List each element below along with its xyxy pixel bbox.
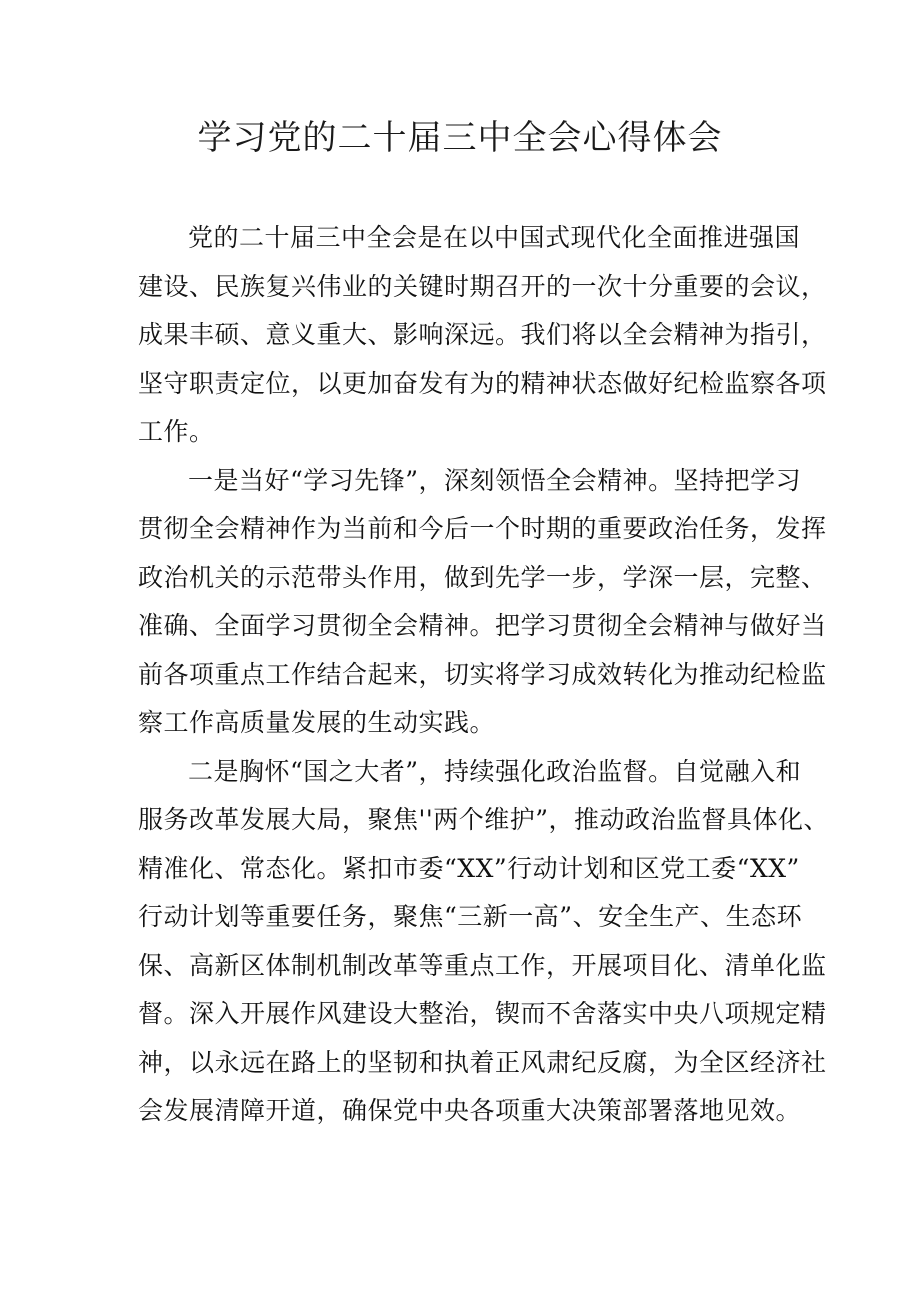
paragraph-1-line-5: 工作。 bbox=[138, 417, 215, 446]
paragraph-3-line-5: 保、高新区体制机制改革等重点工作，开展项目化、清单化监 bbox=[138, 950, 827, 980]
paragraph-2-line-3: 政治机关的示范带头作用，做到先学一步，学深一层，完整、 bbox=[138, 562, 827, 592]
paragraph-2-line-6: 察工作高质量发展的生动实践。 bbox=[138, 708, 496, 737]
paragraph-1-line-2: 建设、民族复兴伟业的关键时期召开的一次十分重要的会议， bbox=[138, 271, 827, 301]
paragraph-3-line-7: 神，以永远在路上的坚韧和执着正风肃纪反腐，为全区经济社 bbox=[138, 1047, 827, 1077]
paragraph-3-line-8: 会发展清障开道，确保党中央各项重大决策部署落地见效。 bbox=[138, 1096, 802, 1125]
document-title: 学习党的二十届三中全会心得体会 bbox=[197, 118, 723, 158]
paragraph-1-line-3: 成果丰硕、意义重大、影响深远。我们将以全会精神为指引， bbox=[138, 320, 827, 349]
paragraph-2-line-4: 准确、全面学习贯彻全会精神。把学习贯彻全会精神与做好当 bbox=[138, 611, 827, 640]
paragraph-3-line-6: 督。深入开展作风建设大整治，锲而不舍落实中央八项规定精 bbox=[138, 999, 827, 1028]
paragraph-1-line-1: 党的二十届三中全会是在以中国式现代化全面推进强国 bbox=[188, 223, 801, 252]
paragraph-2-line-1: 一是当好“学习先锋”，深刻领悟全会精神。坚持把学习 bbox=[188, 465, 802, 495]
paragraph-3-line-1: 二是胸怀“国之大者”，持续强化政治监督。自觉融入和 bbox=[188, 756, 802, 786]
paragraph-3-line-4: 行动计划等重要任务，聚焦“三新一高”、安全生产、生态环 bbox=[138, 902, 803, 931]
paragraph-2-line-5: 前各项重点工作结合起来，切实将学习成效转化为推动纪检监 bbox=[138, 659, 827, 689]
paragraph-2-line-2: 贯彻全会精神作为当前和今后一个时期的重要政治任务，发挥 bbox=[138, 514, 827, 543]
paragraph-1-line-4: 坚守职责定位，以更加奋发有为的精神状态做好纪检监察各项 bbox=[138, 368, 827, 398]
paragraph-3-line-3: 精准化、常态化。紧扣市委“XX”行动计划和区党工委“XX” bbox=[138, 853, 800, 883]
paragraph-3-line-2: 服务改革发展大局，聚焦''两个维护”，推动政治监督具体化、 bbox=[138, 805, 830, 834]
document-body bbox=[138, 214, 830, 1136]
